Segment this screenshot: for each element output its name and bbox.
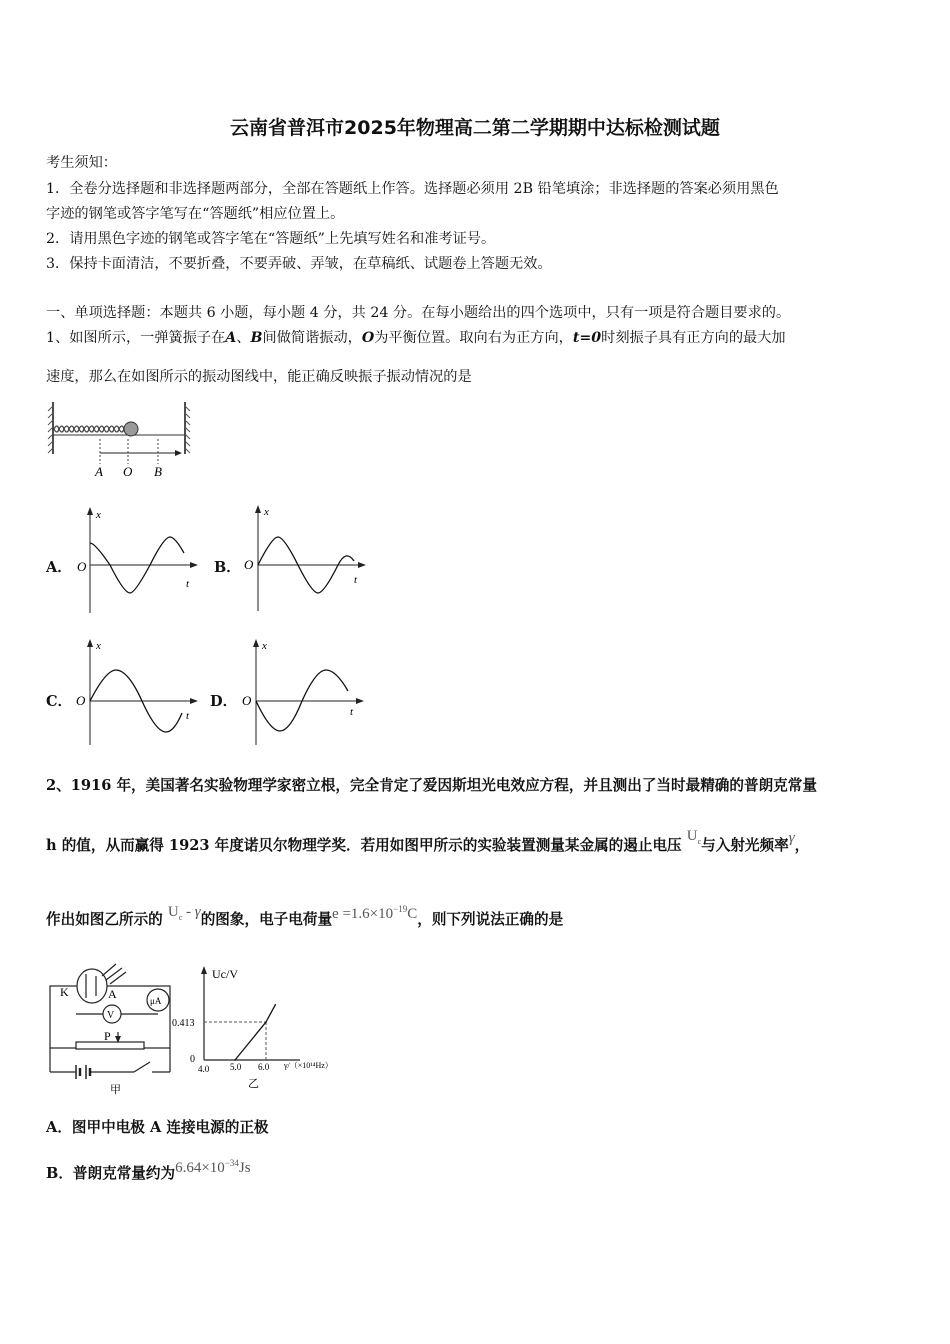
option-c-label: C． xyxy=(46,693,73,710)
uc-frequency-graph xyxy=(168,960,368,1090)
q1-text-1: 1、如图所示，一弹簧振子在 xyxy=(46,330,226,346)
q2-text-2c: ， xyxy=(794,837,810,854)
fig-label-b: B xyxy=(154,464,162,479)
q2-option-b-base: 6.64×10 xyxy=(175,1160,225,1176)
notice-item-3: 3．保持卡面清洁，不要折叠，不要弄破、弄皱，在草稿纸、试题卷上答题无效。 xyxy=(46,256,552,272)
circuit-label-v: V xyxy=(107,1010,115,1021)
option-a-origin: O xyxy=(77,559,87,574)
q2-uc-nu-dash: - xyxy=(182,904,195,920)
spring-oscillator-figure xyxy=(44,398,199,480)
q2-line2 xyxy=(46,828,810,856)
graph-x-tick-2: 6.0 xyxy=(258,1062,270,1072)
q1-text-4: 时刻振子具有正方向的最大加 xyxy=(601,330,786,346)
option-c-axis-x: x xyxy=(96,640,101,652)
q1-text-3: 为平衡位置。取向右为正方向， xyxy=(374,330,573,346)
q2-e-unit: C xyxy=(407,906,418,922)
q2-option-b-exp: −34 xyxy=(224,1158,239,1168)
circuit-caption: 甲 xyxy=(110,1084,121,1096)
circuit-label-p: P xyxy=(104,1029,111,1043)
q2-text-3a: 作出如图乙所示的 xyxy=(46,911,163,928)
option-a-graph xyxy=(74,505,200,617)
q1-line1 xyxy=(46,327,786,347)
q1-point-b: B xyxy=(250,330,263,346)
option-a-axis-x: x xyxy=(96,509,101,521)
option-b-label: B． xyxy=(214,559,241,576)
q2-nu-symbol: γ xyxy=(788,830,795,846)
q2-option-b-unit: Js xyxy=(238,1160,251,1176)
q2-e-exp: −19 xyxy=(393,904,408,914)
option-d-axis-x: x xyxy=(262,640,267,652)
option-d-graph xyxy=(240,637,366,749)
graph-x-tick-0: 4.0 xyxy=(198,1064,210,1074)
circuit-label-k: K xyxy=(60,985,69,999)
option-b-axis-x: x xyxy=(264,506,269,518)
option-b-axis-t: t xyxy=(354,574,358,586)
q2-option-a: A．图甲中电极 A 连接电源的正极 xyxy=(46,1119,269,1136)
option-b-graph xyxy=(242,503,368,615)
graph-y-label: Uc/V xyxy=(212,967,238,981)
q1-point-a: A xyxy=(225,330,237,346)
q2-uc-nu-nu: γ xyxy=(194,904,201,920)
graph-origin: 0 xyxy=(190,1054,195,1065)
q2-text-2b: 与入射光频率 xyxy=(701,837,789,854)
option-c-origin: O xyxy=(76,693,86,708)
circuit-label-a: A xyxy=(108,987,117,1001)
notice-item-1a: 1．全卷分选择题和非选择题两部分，全部在答题纸上作答。选择题必须用 2B 铅笔填涂；非选择题的答案必须用黑色 xyxy=(46,181,779,197)
option-a-label: A． xyxy=(46,559,72,576)
graph-x-tick-1: 5.0 xyxy=(230,1062,242,1072)
q2-option-b-text: B．普朗克常量约为 xyxy=(46,1165,176,1182)
q2-uc-nu-letter: U xyxy=(167,904,179,920)
graph-x-label: γ/（×10¹⁴Hz） xyxy=(284,1061,333,1070)
q2-uc-letter: U xyxy=(686,828,698,844)
q2-e-base: e =1.6×10 xyxy=(332,906,394,922)
q1-t0: t=0 xyxy=(572,330,602,346)
uc-series-line-0 xyxy=(235,1005,275,1060)
uc-data-point xyxy=(234,1059,236,1061)
option-c-graph xyxy=(74,637,200,749)
notice-item-1b: 字迹的钢笔或答字笔写在“答题纸”相应位置上。 xyxy=(46,206,345,222)
option-a-axis-t: t xyxy=(186,578,190,590)
q2-line1: 2、1916 年，美国著名实验物理学家密立根，完全肯定了爱因斯坦光电效应方程，并且测出了当时最精确的普朗克常量 xyxy=(46,777,817,794)
option-c-axis-t: t xyxy=(186,710,190,722)
uc-data-point xyxy=(275,1004,277,1006)
q1-sep: 、 xyxy=(236,330,251,346)
q1-text-2: 间做简谐振动， xyxy=(262,330,362,346)
q1-line2: 速度，那么在如图所示的振动图线中，能正确反映振子振动情况的是 xyxy=(46,369,472,385)
graph-y-tick: 0.413 xyxy=(172,1018,195,1029)
notice-item-2: 2．请用黑色字迹的钢笔或答字笔在“答题纸”上先填写姓名和准考证号。 xyxy=(46,231,496,247)
uc-data-point xyxy=(265,1021,267,1023)
notice-heading: 考生须知： xyxy=(46,155,117,171)
q2-text-2a: h 的值，从而赢得 1923 年度诺贝尔物理学奖．若用如图甲所示的实验装置测量某金属的遏止电压 xyxy=(46,837,682,854)
q2-text-3c: ，则下列说法正确的是 xyxy=(417,911,564,928)
option-d-origin: O xyxy=(242,693,252,708)
circuit-figure xyxy=(46,952,180,1098)
circuit-label-ua: μA xyxy=(150,996,162,1006)
q2-line3 xyxy=(46,904,564,930)
option-b-origin: O xyxy=(244,557,254,572)
q2-uc-nu-sub: c xyxy=(178,913,183,922)
fig-label-a: A xyxy=(95,464,103,479)
q2-uc-symbol xyxy=(687,828,701,844)
q2-text-3b: 的图象，电子电荷量 xyxy=(200,911,333,928)
page-title: 云南省普洱市2025年物理高二第二学期期中达标检测试题 xyxy=(230,117,720,139)
option-d-label: D． xyxy=(210,693,238,710)
q2-uc-nu-formula xyxy=(168,904,201,920)
q2-option-b-formula xyxy=(175,1160,250,1176)
q2-electron-charge-formula xyxy=(332,906,417,922)
section-heading: 一、单项选择题：本题共 6 小题，每小题 4 分，共 24 分。在每小题给出的四个选项中，只有一项是符合题目要求的。 xyxy=(46,305,791,321)
q2-uc-sub: c xyxy=(697,837,702,846)
fig-label-o: O xyxy=(123,464,133,479)
q2-option-b xyxy=(46,1158,251,1183)
q1-point-o: O xyxy=(361,330,375,346)
option-d-axis-t: t xyxy=(350,706,354,718)
graph-caption: 乙 xyxy=(248,1078,259,1090)
